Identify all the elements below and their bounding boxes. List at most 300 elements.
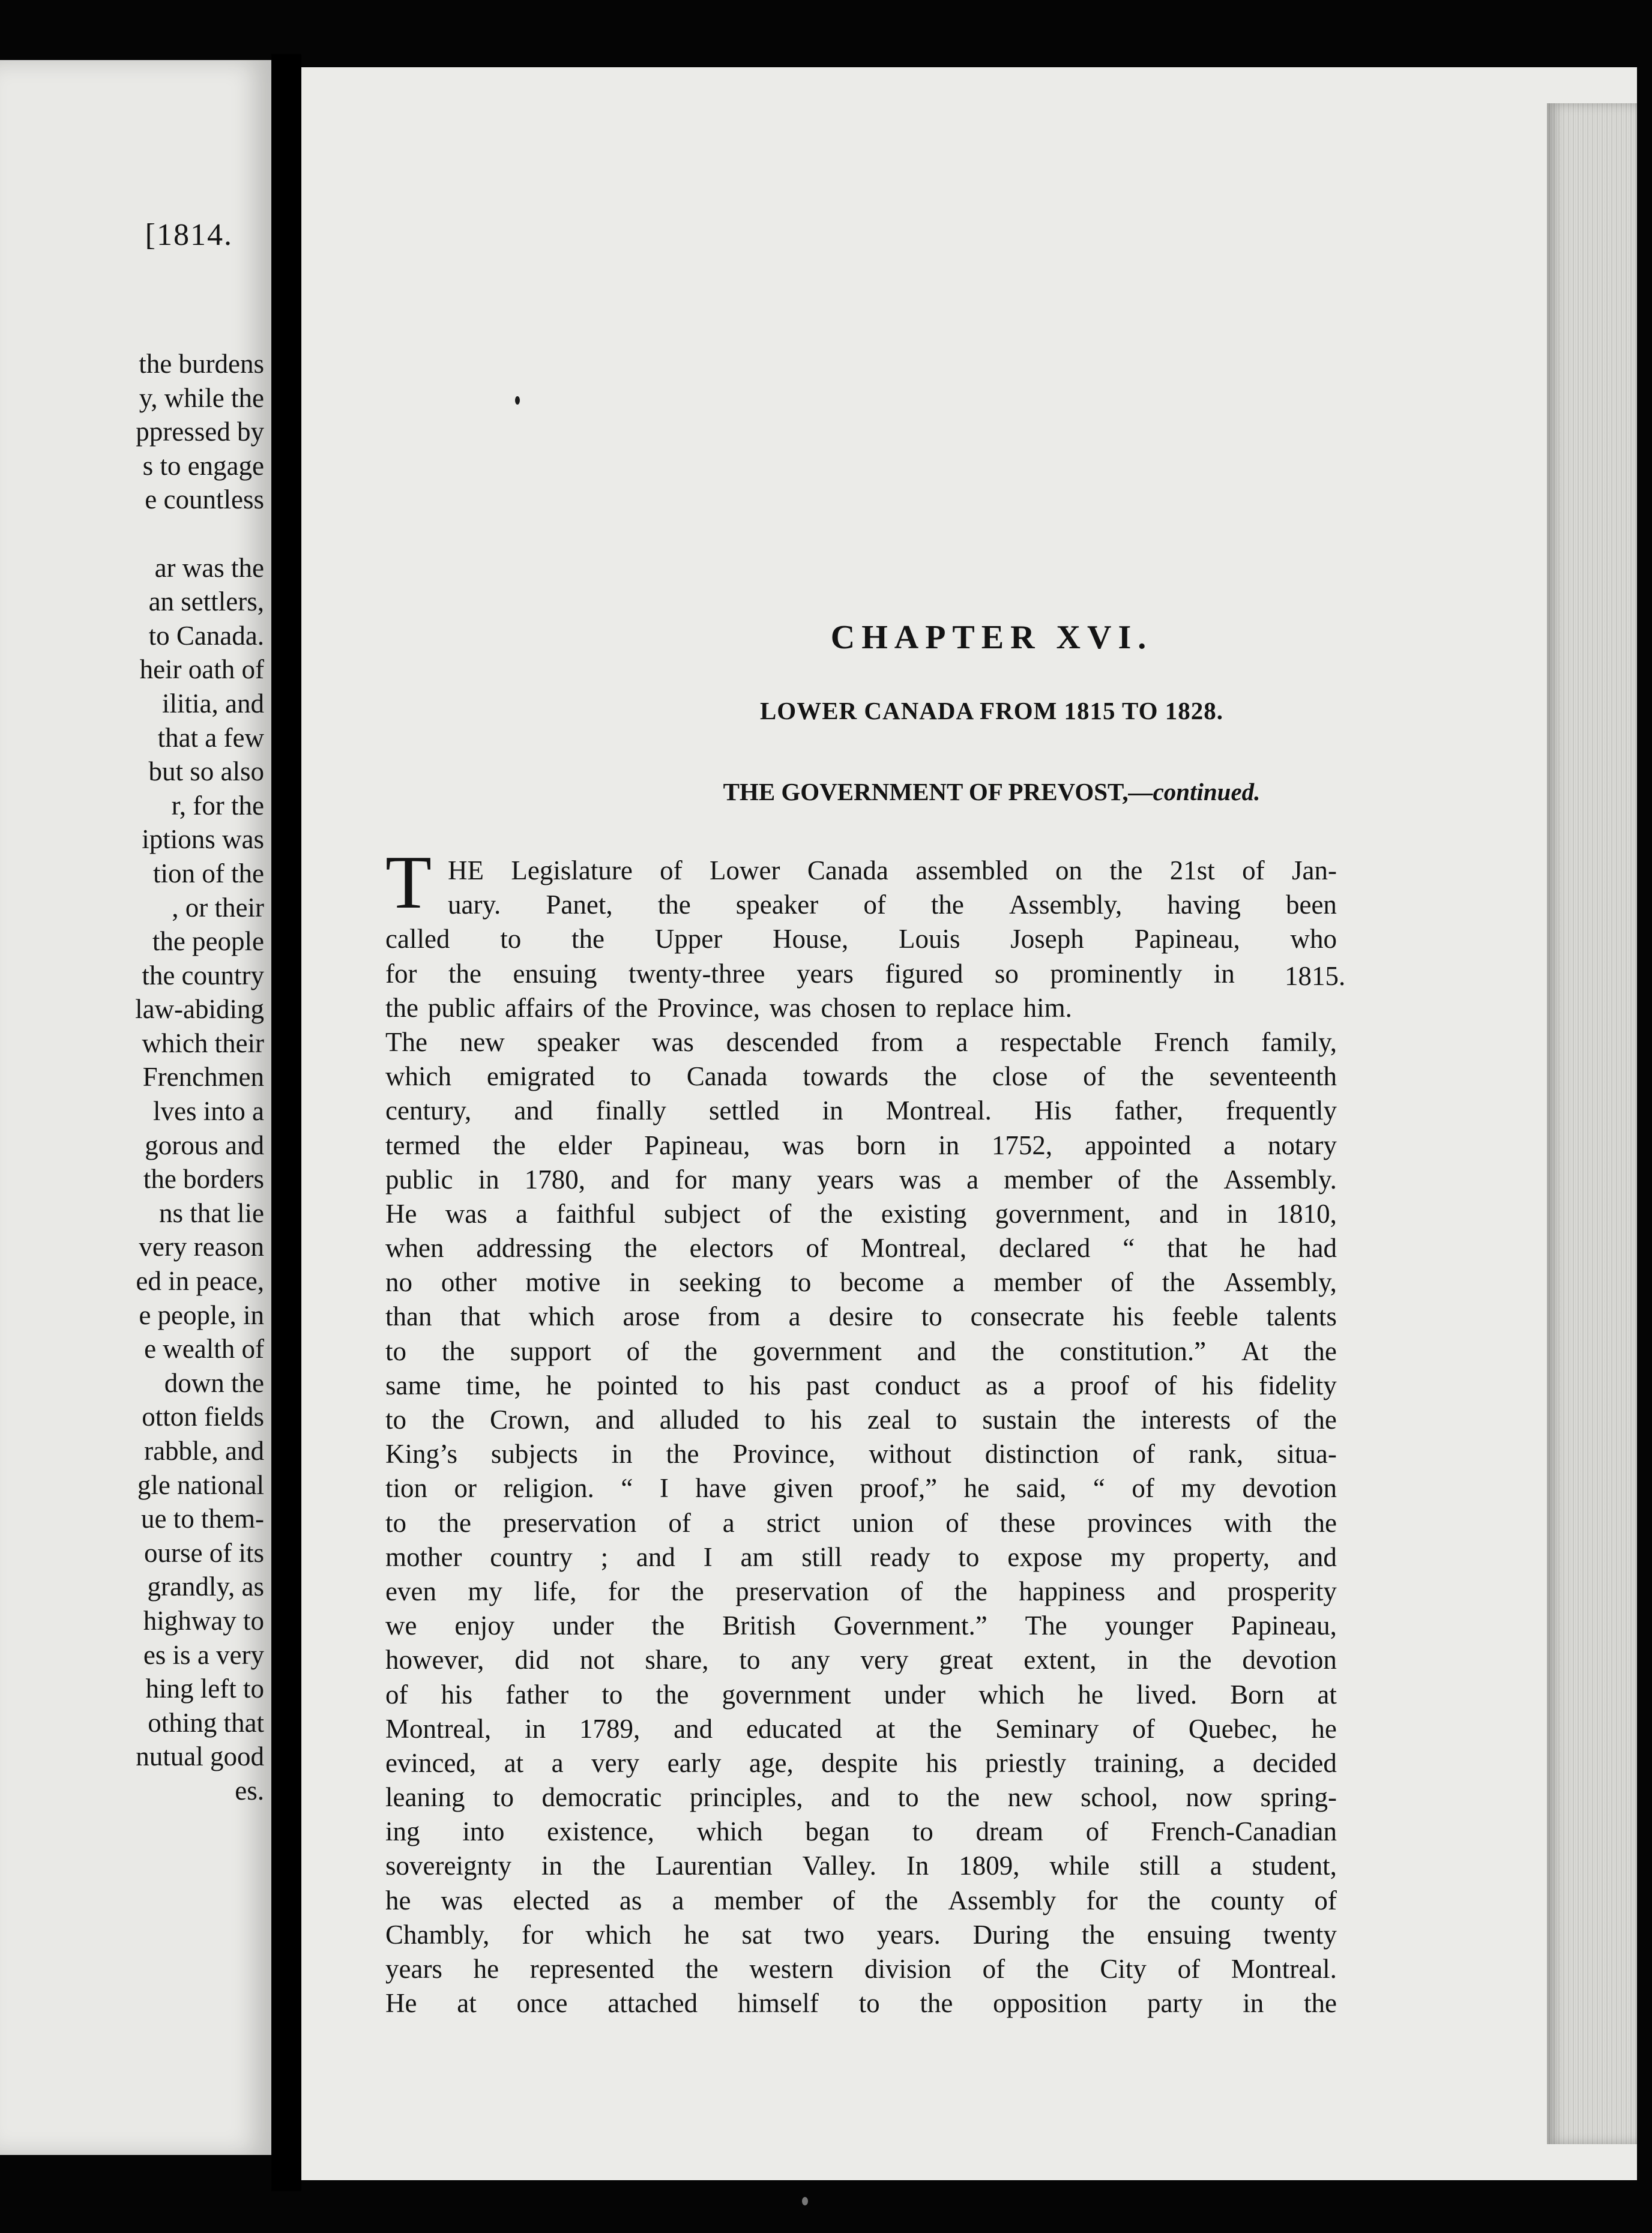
word: given (773, 1473, 833, 1504)
word: towards (803, 1061, 889, 1092)
word: that (1167, 1233, 1208, 1264)
word: him. (1023, 992, 1072, 1023)
body-text-line (385, 1300, 1337, 1334)
word: Assembly (948, 1885, 1057, 1915)
word: for (675, 1164, 707, 1195)
word: public (427, 992, 496, 1023)
word: proof,” (860, 1473, 938, 1504)
word: and (1297, 1541, 1337, 1572)
chapter-title: CHAPTER XVI. (830, 619, 1153, 656)
word: to (601, 1679, 623, 1710)
word: and (917, 1336, 956, 1366)
word: age, (749, 1747, 794, 1778)
word: the (954, 1576, 987, 1606)
word: am (740, 1541, 774, 1572)
word: he (1078, 1679, 1103, 1710)
word: at (504, 1747, 524, 1778)
word: of (863, 890, 886, 920)
left-text-line: s to engage (142, 450, 264, 481)
word: years (816, 1164, 874, 1195)
word: to (385, 1507, 407, 1538)
left-text-line: an settlers, (148, 586, 264, 617)
word: to (897, 1782, 919, 1813)
word: talents (1266, 1301, 1337, 1332)
left-text-line: down the (164, 1367, 264, 1398)
word: the (1303, 1336, 1337, 1366)
word: twenty (1263, 1919, 1337, 1950)
word: early (667, 1747, 722, 1778)
left-page (0, 60, 271, 2155)
word: than (385, 1301, 432, 1332)
word: constitution.” (1060, 1336, 1207, 1366)
section-title: LOWER CANADA FROM 1815 TO 1828. (759, 697, 1224, 725)
word: devotion (1242, 1473, 1337, 1504)
word: finally (595, 1095, 666, 1126)
word: Upper (654, 924, 723, 954)
left-text-line: the people (152, 926, 264, 957)
word: was (899, 1164, 942, 1195)
word: elected (513, 1885, 589, 1915)
word: life, (534, 1576, 577, 1606)
word: of (982, 1954, 1005, 1984)
subsection-continued: —continued. (1128, 778, 1261, 806)
word: so (994, 958, 1019, 989)
word: new (1007, 1782, 1053, 1813)
word: in (611, 1439, 633, 1469)
word: the (1141, 1061, 1174, 1092)
word: decided (1252, 1747, 1337, 1778)
word: I (703, 1541, 713, 1572)
word: said, (1016, 1473, 1067, 1504)
word: 1789, (579, 1713, 641, 1744)
word: division (864, 1954, 951, 1984)
left-text-line: e wealth of (144, 1334, 264, 1364)
word: and (1157, 1576, 1196, 1606)
left-text-line: which their (142, 1028, 264, 1058)
word: and (514, 1095, 553, 1126)
word: seventeenth (1209, 1061, 1337, 1092)
word: proof (1070, 1370, 1129, 1400)
left-text-line: ed in peace, (136, 1266, 264, 1297)
body-text-line (385, 1746, 1337, 1780)
word: Papineau, (1231, 1611, 1337, 1641)
word: sovereignty (385, 1851, 511, 1881)
word: evinced, (385, 1747, 477, 1778)
word: in (541, 1851, 562, 1881)
left-text-line: nutual good (136, 1741, 264, 1772)
body-text-line (385, 854, 1337, 888)
word: twenty-three (629, 958, 765, 989)
left-text-line: e countless (145, 484, 264, 515)
body-text-line (385, 991, 1337, 1025)
left-text-line: heir oath of (139, 654, 264, 685)
word: 21st (1169, 855, 1215, 885)
body-text-line (385, 1094, 1337, 1128)
word: the (671, 1576, 704, 1606)
word: Joseph (1010, 924, 1084, 954)
word: for (607, 1576, 640, 1606)
word: “ (1093, 1473, 1105, 1504)
word: Montreal, (385, 1713, 492, 1744)
ink-speck (515, 396, 520, 405)
left-text-line: othing that (148, 1707, 264, 1738)
word: addressing (476, 1233, 592, 1264)
word: still (801, 1541, 842, 1572)
word: of (626, 1336, 650, 1366)
left-text-line: highway to (143, 1605, 264, 1636)
word: the (1036, 1954, 1069, 1984)
word: having (1167, 890, 1241, 920)
left-running-head: [1814. (145, 218, 233, 252)
word: was (651, 1026, 694, 1057)
word: the (1178, 1645, 1212, 1675)
word: French-Canadian (1151, 1816, 1337, 1847)
body-text-line (385, 1334, 1337, 1369)
word: a (1213, 1747, 1225, 1778)
word: years (385, 1954, 442, 1984)
word: Lower (710, 855, 780, 885)
word: mother (385, 1541, 462, 1572)
word: preservation (502, 1507, 637, 1538)
word: speaker (735, 890, 819, 920)
word: notary (1267, 1130, 1337, 1160)
body-text-line (385, 1163, 1337, 1197)
word: under (884, 1679, 946, 1710)
body-text-line (385, 1231, 1337, 1265)
word: speaker (537, 1026, 620, 1057)
word: opposition (993, 1988, 1108, 2019)
word: he (473, 1954, 499, 1984)
word: in (1243, 1988, 1264, 2019)
word: in (1226, 1198, 1248, 1229)
word: from (870, 1026, 924, 1057)
word: school, (1081, 1782, 1158, 1813)
left-text-line: to Canada. (148, 620, 264, 651)
word: Assembly, (1223, 1267, 1337, 1298)
body-text-line (385, 1369, 1337, 1403)
word: Canada (686, 1061, 768, 1092)
word: termed (385, 1130, 460, 1160)
word: the (819, 1198, 853, 1229)
word: lived. (1136, 1679, 1198, 1710)
left-text-line: otton fields (142, 1402, 264, 1432)
word: great (939, 1645, 993, 1675)
word: the (385, 992, 418, 1023)
word: to (921, 1301, 942, 1332)
word: his (1202, 1370, 1234, 1400)
word: of (1256, 1405, 1279, 1435)
word: government, (995, 1198, 1131, 1229)
word: was (782, 1130, 825, 1160)
body-text-line (385, 1643, 1337, 1677)
word: the (441, 1336, 475, 1366)
word: the (438, 1507, 471, 1538)
word: still (1139, 1851, 1180, 1881)
left-page-text (135, 347, 264, 1808)
left-text-line: r, for the (171, 790, 264, 821)
chapter-body (385, 854, 1337, 2021)
word: the (1303, 1988, 1337, 2019)
word: attached (607, 1988, 698, 2019)
word: and (636, 1541, 675, 1572)
word: arose (623, 1301, 680, 1332)
word: in (525, 1713, 546, 1744)
body-text-line (385, 1540, 1337, 1575)
body-text-line (385, 1575, 1337, 1609)
word: property, (1173, 1541, 1270, 1572)
word: motive (525, 1267, 601, 1298)
word: of (768, 1198, 792, 1229)
word: for (522, 1919, 553, 1950)
word: family, (1261, 1026, 1337, 1057)
word: distinction (984, 1439, 1099, 1469)
word: to (764, 1405, 786, 1435)
word: feeble (1172, 1301, 1238, 1332)
subsection-title (541, 777, 1442, 806)
word: to (790, 1267, 812, 1298)
word: alluded (659, 1405, 740, 1435)
body-text-line (385, 1780, 1337, 1815)
body-text-line (385, 922, 1337, 956)
word: the (885, 1885, 918, 1915)
word: situa- (1276, 1439, 1337, 1469)
word: student, (1252, 1851, 1337, 1881)
word: called (385, 924, 450, 954)
word: a (672, 1885, 684, 1915)
word: respectable (1000, 1026, 1122, 1057)
word: settled (709, 1095, 780, 1126)
body-text-line (385, 1609, 1337, 1643)
left-text-line: ourse of its (144, 1537, 264, 1568)
word: House, (772, 924, 849, 954)
word: of (806, 1233, 828, 1264)
word: which (528, 1301, 595, 1332)
left-text-line: Frenchmen (142, 1062, 264, 1092)
word: His (1034, 1095, 1072, 1126)
word: under (552, 1611, 614, 1641)
word: a (722, 1507, 735, 1538)
word: the (656, 1679, 689, 1710)
word: I (659, 1473, 669, 1504)
word: the (1109, 855, 1143, 885)
word: the (1165, 1164, 1199, 1195)
word: he (1240, 1233, 1266, 1264)
left-text-line: y, while the (139, 382, 264, 413)
word: preservation (735, 1576, 869, 1606)
word: born (856, 1130, 906, 1160)
word: dream (975, 1816, 1043, 1847)
word: other (441, 1267, 497, 1298)
word: the (666, 1439, 699, 1469)
word: Province, (732, 1439, 836, 1469)
left-text-line: , or their (172, 892, 264, 923)
word: Canada (807, 855, 888, 885)
word: represented (529, 1954, 655, 1984)
word: religion. (503, 1473, 594, 1504)
word: which (978, 1679, 1045, 1710)
drop-cap: T (385, 841, 432, 924)
left-text-line: ilitia, and (162, 688, 264, 719)
word: the (929, 1713, 962, 1744)
word: the (571, 924, 604, 954)
word: he (684, 1919, 710, 1950)
word: of (1085, 1816, 1109, 1847)
word: elder (558, 1130, 612, 1160)
word: Assembly, (1008, 890, 1123, 920)
left-text-line: e people, in (139, 1300, 264, 1330)
word: the (1162, 1267, 1195, 1298)
word: Montreal. (1231, 1954, 1337, 1984)
word: been (1285, 890, 1337, 920)
word: ; (600, 1541, 609, 1572)
word: many (731, 1164, 792, 1195)
word: the (615, 992, 648, 1023)
word: The (1025, 1611, 1067, 1641)
body-text-line (385, 1712, 1337, 1746)
word: of (660, 855, 683, 885)
word: had (1297, 1233, 1337, 1264)
word: any (791, 1645, 830, 1675)
word: western (749, 1954, 834, 1984)
word: Province, (657, 992, 761, 1023)
left-text-line: very reason (139, 1232, 264, 1262)
word: Government.” (833, 1611, 987, 1641)
word: even (385, 1576, 436, 1606)
word: of (1242, 855, 1265, 885)
word: existence, (547, 1816, 654, 1847)
word: affairs (504, 992, 574, 1023)
word: despite (821, 1747, 898, 1778)
left-text-line: lves into a (153, 1096, 264, 1127)
word: his (1112, 1301, 1144, 1332)
word: party (1147, 1988, 1203, 2019)
body-text-line (385, 1678, 1337, 1712)
left-text-line: tion of the (153, 858, 264, 888)
word: no (385, 1267, 412, 1298)
word: of (1132, 1713, 1155, 1744)
body-text-line (385, 1986, 1337, 2021)
word: zeal (867, 1405, 911, 1435)
word: electors (689, 1233, 774, 1264)
body-text-line (385, 1129, 1337, 1163)
word: he (963, 1473, 990, 1504)
word: his (441, 1679, 473, 1710)
word: of (1132, 1439, 1156, 1469)
word: of (1177, 1954, 1201, 1984)
word: to (912, 1816, 933, 1847)
word: the (1303, 1405, 1337, 1435)
word: government (722, 1679, 851, 1710)
word: prominently (1050, 958, 1183, 989)
left-text-line: grandly, as (147, 1572, 264, 1602)
word: frequently (1226, 1095, 1337, 1126)
word: for (385, 958, 417, 989)
word: faithful (556, 1198, 636, 1229)
word: Seminary (995, 1713, 1099, 1744)
word: enjoy (454, 1611, 515, 1641)
word: a (1210, 1851, 1222, 1881)
left-text-line: ns that lie (159, 1198, 264, 1228)
margin-year: 1815. (1285, 961, 1346, 991)
book-gutter (271, 54, 301, 2191)
ink-speck-bottom (802, 2197, 808, 2205)
word: to (958, 1541, 980, 1572)
word: his (926, 1747, 957, 1778)
word: the (1081, 1919, 1115, 1950)
word: 1752, (991, 1130, 1053, 1160)
word: himself (737, 1988, 819, 2019)
word: the (432, 1405, 465, 1435)
word: did (514, 1645, 549, 1675)
word: descended (726, 1026, 839, 1057)
word: century, (385, 1095, 472, 1126)
word: my (1111, 1541, 1145, 1572)
word: years (796, 958, 854, 989)
word: member (714, 1885, 803, 1915)
word: of (1132, 1473, 1154, 1504)
word: He (385, 1198, 417, 1229)
word: was (441, 1885, 483, 1915)
word: began (805, 1816, 870, 1847)
left-text-line: the country (142, 960, 264, 990)
word: his (749, 1370, 781, 1400)
word: training, (1094, 1747, 1185, 1778)
word: to (905, 992, 927, 1023)
word: extent, (1023, 1645, 1097, 1675)
word: In (906, 1851, 929, 1881)
body-text-line (385, 1437, 1337, 1471)
word: sustain (982, 1405, 1058, 1435)
word: principles, (689, 1782, 803, 1813)
word: Chambly, (385, 1919, 490, 1950)
word: the (930, 890, 964, 920)
word: in (1213, 958, 1235, 989)
word: at (1317, 1679, 1337, 1710)
word: Jan- (1292, 855, 1337, 885)
word: same (385, 1370, 441, 1400)
word: become (840, 1267, 924, 1298)
word: as (985, 1370, 1008, 1400)
word: who (1290, 924, 1337, 954)
word: a (788, 1301, 801, 1332)
word: my (1181, 1473, 1216, 1504)
word: father, (1114, 1095, 1183, 1126)
word: member (1004, 1164, 1093, 1195)
word: he (385, 1885, 411, 1915)
word: time, (466, 1370, 521, 1400)
word: of (582, 992, 606, 1023)
word: to (385, 1336, 407, 1366)
word: Assembly. (1223, 1164, 1337, 1195)
word: a (551, 1747, 564, 1778)
word: however, (385, 1645, 484, 1675)
left-text-line: iptions was (142, 824, 264, 855)
left-text-line: the borders (143, 1164, 264, 1195)
word: country (490, 1541, 573, 1572)
word: have (695, 1473, 747, 1504)
body-text-line (385, 1197, 1337, 1231)
word: the (1147, 1885, 1181, 1915)
word: years. (876, 1919, 941, 1950)
right-page (301, 67, 1637, 2180)
word: of (1111, 1267, 1133, 1298)
word: City (1100, 1954, 1147, 1984)
word: spring- (1260, 1782, 1337, 1813)
word: subject (664, 1198, 741, 1229)
body-text-line (385, 957, 1337, 991)
word: of (1154, 1370, 1177, 1400)
word: Crown, (490, 1405, 570, 1435)
